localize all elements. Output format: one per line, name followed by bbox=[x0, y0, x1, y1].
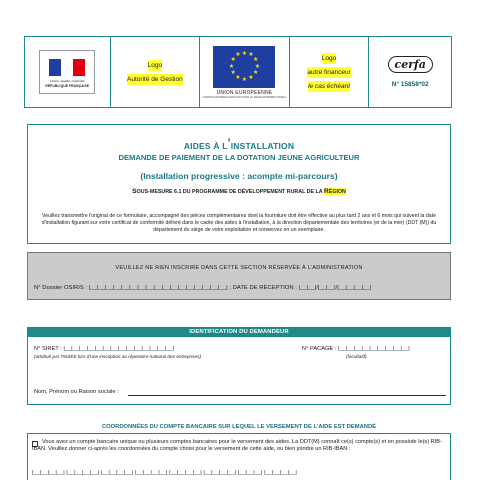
form-sous-mesure: SOUS-MESURE 6.1 DU PROGRAMME DE DÉVELOPPEMENT RURAL DE LA RÉGION bbox=[132, 188, 346, 195]
union-europeenne-logo-cell bbox=[200, 37, 290, 107]
financeur-optional-label: le cas échéant bbox=[308, 82, 351, 90]
eu-star-icon: ★ bbox=[228, 63, 235, 70]
form-installation-type: (Installation progressive : acompte mi-parcours) bbox=[140, 171, 338, 181]
logo-header bbox=[24, 36, 452, 108]
eu-star-icon: ★ bbox=[235, 74, 241, 81]
eu-star-icon: ★ bbox=[241, 76, 248, 83]
rf-motto: Liberté • Égalité • Fraternité bbox=[50, 78, 85, 83]
iban-field[interactable]: |__|__|__|__| |__|__|__|__| |__|__|__|__| |__|__|__|__| |__|__|__|__| |__|__|__|__| |__|__|__| |__|__|__|__| bbox=[32, 470, 297, 476]
eu-star-icon: ★ bbox=[253, 57, 259, 63]
eu-star-icon: ★ bbox=[230, 57, 236, 63]
eu-star-icon: ★ bbox=[235, 52, 241, 59]
rf-name: RÉPUBLIQUE FRANÇAISE bbox=[45, 83, 90, 88]
eu-subtitle: FONDS EUROPÉEN AGRICOLE POUR LE DÉVELOPPEMENT RURAL bbox=[202, 95, 287, 99]
republique-francaise-logo-cell bbox=[25, 37, 111, 107]
eu-star-icon: ★ bbox=[248, 74, 254, 81]
pacage-hint: (facultatif) bbox=[346, 354, 367, 359]
form-title-block bbox=[27, 124, 451, 244]
cerfa-logo-cell bbox=[369, 37, 451, 107]
republique-francaise-logo bbox=[39, 50, 95, 94]
siret-field[interactable]: N° SIRET : |__|__|__|__|__|__|__|__|__|__|__|__|__|__| bbox=[34, 346, 175, 352]
form-title: AIDES À L'INSTALLATION bbox=[183, 136, 295, 151]
eu-star-icon: ★ bbox=[241, 50, 248, 57]
autorite-gestion-logo-cell bbox=[111, 37, 201, 107]
cerfa-number: N° 15858*02 bbox=[391, 81, 429, 88]
form-instructions: Veuillez transmettre l'original de ce formulaire, accompagné des pièces complémentaires dont la fourniture doit être effective au plus tard 2 ans et 6 mois qui suivent la date d'installation figurant sur votre certificat de conformité délivré dans le cadre des aides à l'installation, à la direction départementale des territoires (et de la mer) (DDT (M)) du département du siège de votre exploitation et conservez en un exemplaire. bbox=[41, 213, 437, 233]
name-label: Nom, Prénom ou Raison sociale : bbox=[34, 389, 119, 395]
eu-star-icon: ★ bbox=[253, 70, 259, 76]
bank-header: COORDONNÉES DU COMPTE BANCAIRE SUR LEQUEL LE VERSEMENT DE L'AIDE EST DEMANDÉ bbox=[101, 424, 377, 430]
autre-financeur-logo-cell bbox=[290, 37, 370, 107]
eu-star-icon: ★ bbox=[248, 52, 254, 59]
bank-section bbox=[27, 433, 451, 480]
osiris-reception-line: N° Dossier OSIRIS : |__|__|__|__|__|__|__|__|__|__|__|__|__|__|__|__|__| ; DATE DE RÉCEPTION : |__|__|/|__|__|/|__|__|__|__| bbox=[34, 285, 372, 291]
identification-section bbox=[27, 337, 451, 405]
name-input[interactable] bbox=[128, 395, 446, 396]
bank-instructions: Vous avez un compte bancaire unique ou plusieurs comptes bancaires pour le versement des aides. La DDT(M) connaît ce(s) compte(s) et en possède le(s) RIB-IBAN. Veuillez donner ci-après les coordonnées du compte choisi pour le versement de cette aide, ou bien joindre un RIB-IBAN : bbox=[32, 439, 442, 453]
admin-reserved-section bbox=[27, 252, 451, 300]
siret-hint: (attribué par l'INSEE lors d'une inscription au répertoire national des entreprises) bbox=[34, 354, 201, 359]
eu-star-icon: ★ bbox=[254, 63, 261, 70]
eu-title: UNION EUROPEENNE bbox=[216, 89, 273, 96]
cerfa-logo: cerfa bbox=[388, 56, 433, 73]
identification-header: IDENTIFICATION DU DEMANDEUR bbox=[27, 327, 451, 337]
pacage-field[interactable]: N° PACAGE : |__|__|__|__|__|__|__|__|__| bbox=[302, 346, 410, 352]
financeur-logo-label: Logo bbox=[321, 54, 337, 62]
financeur-label: autre financeur bbox=[307, 68, 351, 76]
eu-flag-icon bbox=[213, 46, 275, 88]
gestion-authority-label: Autorité de Gestion bbox=[127, 75, 183, 83]
marianne-flag-icon bbox=[49, 59, 85, 76]
form-subtitle: DEMANDE DE PAIEMENT DE LA DOTATION JEUNE AGRICULTEUR bbox=[118, 153, 360, 162]
admin-note: VEUILLEZ NE RIEN INSCRIRE DANS CETTE SECTION RÉSERVÉE À L'ADMINISTRATION bbox=[115, 265, 363, 271]
gestion-logo-label: Logo bbox=[147, 61, 163, 69]
eu-star-icon: ★ bbox=[230, 70, 236, 76]
